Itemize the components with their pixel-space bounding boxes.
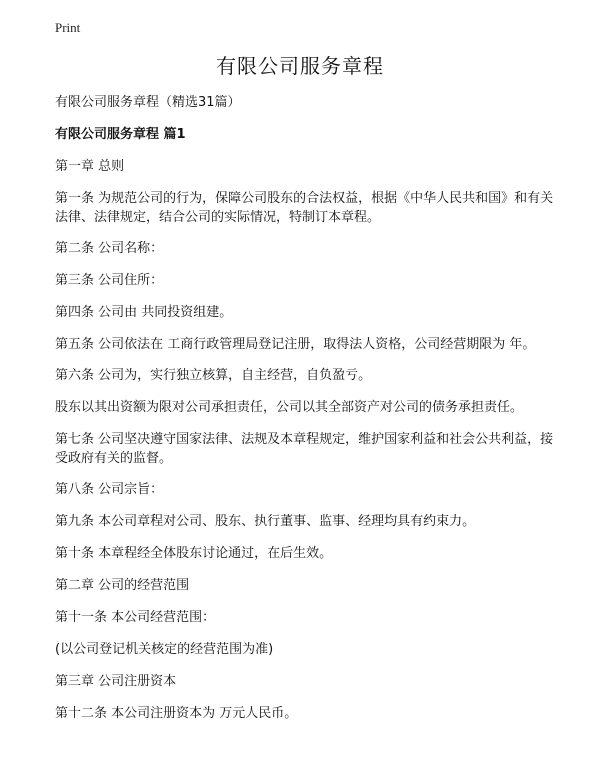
article-paragraph: 第五条 公司依法在 工商行政管理局登记注册，取得法人资格，公司经营期限为 年。 (55, 337, 536, 352)
article-paragraph: 股东以其出资额为限对公司承担责任，公司以其全部资产对公司的债务承担责任。 (55, 400, 524, 415)
article-paragraph: 第三条 公司住所： (55, 273, 164, 288)
article-paragraph: 第六条 公司为，实行独立核算，自主经营，自负盈亏。 (55, 368, 372, 383)
document-body (55, 93, 555, 736)
article-paragraph: (以公司登记机关核定的经营范围为准) (55, 642, 274, 657)
article-paragraph: 第十二条 本公司注册资本为 万元人民币。 (55, 706, 298, 721)
article-paragraph: 第十条 本章程经全体股东讨论通过，在后生效。 (55, 546, 333, 561)
chapter-heading: 第二章 公司的经营范围 (55, 578, 190, 593)
article-paragraph: 第八条 公司宗旨： (55, 482, 164, 497)
article-paragraph: 第二条 公司名称： (55, 241, 164, 256)
article-paragraph: 第一条 为规范公司的行为，保障公司股东的合法权益，根据《中华人民共和国》和有关法律、法律规定，结合公司的实际情况，特制订本章程。 (55, 191, 554, 225)
document-title: 有限公司服务章程 (216, 54, 384, 78)
section-heading: 有限公司服务章程 篇1 (55, 127, 186, 142)
article-paragraph: 第四条 公司由 共同投资组建。 (55, 305, 233, 320)
article-paragraph: 第九条 本公司章程对公司、股东、执行董事、监事、经理均具有约束力。 (55, 514, 476, 529)
chapter-heading: 第三章 公司注册资本 (55, 674, 177, 689)
chapter-heading: 第一章 总则 (55, 159, 125, 174)
print-link[interactable]: Print (55, 20, 81, 35)
article-paragraph: 第七条 公司坚决遵守国家法律、法规及本章程规定，维护国家利益和社会公共利益，接受政府有关的监督。 (55, 432, 554, 466)
article-paragraph: 第十一条 本公司经营范围： (55, 610, 216, 625)
paragraph-subtitle: 有限公司服务章程（精选31篇） (55, 95, 241, 110)
